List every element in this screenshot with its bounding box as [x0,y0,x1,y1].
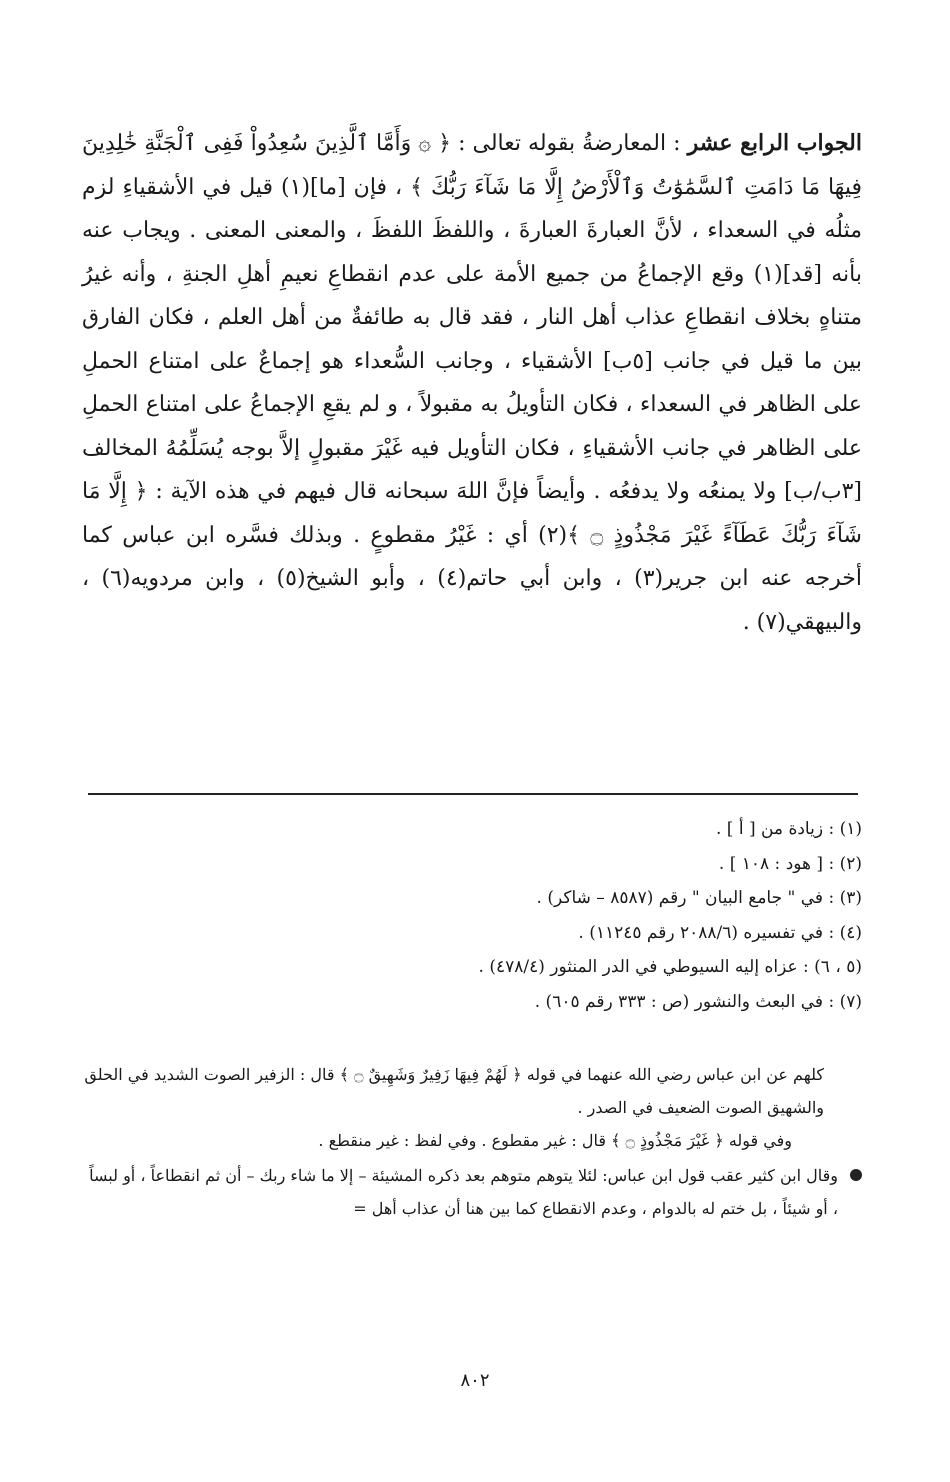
footnote-3: (٣) : في " جامع البيان " رقم (٨٥٨٧ – شاكر) . [536,888,862,908]
commentary-line-3: وقال ابن كثير عقب قول ابن عباس: لئلا يتوهم متوهم بعد ذكره المشيئة – إلا ما شاء ربك – أن ثم انقطاعاً ، أو لبساً ، أو شيئاً ، بل ختم له بالدوام ، وعدم الانقطاع كما بين هنا أن عذاب أهل = [89,1166,838,1218]
footnote-separator [88,793,858,795]
section-heading: الجواب الرابع عشر [687,130,862,156]
commentary-line-2: وفي قوله ﴿ غَيْرَ مَجْذُوذٍ ۝ ﴾ قال : غير مقطوع . وفي لفظ : غير منقطع . [318,1131,792,1150]
main-body: : المعارضةُ بقوله تعالى : ﴿ ۞ وَأَمَّا ٱلَّذِينَ سُعِدُواْ فَفِى ٱلْجَنَّةِ خَٰلِدِينَ فِيهَا مَا دَامَتِ ٱلسَّمَٰوَٰتُ وَٱلْأَرْضُ إِلَّا مَا شَآءَ رَبُّكَ ﴾ ، فإن [ما](١) قيل في الأشقياءِ لزم مثلُه في السعداء ، لأنَّ العبارةَ العبارةَ ، واللفظَ اللفظَ ، والمعنى المعنى . ويجاب عنه بأنه [قد](١) وقع الإجماعُ من جميع الأمة على عدم انقطاعِ نعيمِ أهلِ الجنةِ ، وأنه غيرُ متناهٍ بخلاف انقطاعِ عذاب أهل النار ، فقد قال به طائفةٌ من أهل العلم ، فكان الفارق بين ما قيل في جانب [٥ب] الأشقياء ، وجانب السُّعداء هو إجماعٌ على امتناع الحملِ على الظاهر في السعداء ، فكان التأويلُ به مقبولاً ، و لم يقعِ الإجماعُ على امتناع الحملِ على الظاهر في جانب الأشقياءِ ، فكان التأويل فيه غَيْرَ مقبولٍ إلاَّ بوجه يُسَلِّمُهُ المخالف [٣ب/ب] ولا يمنعُه ولا يدفعُه . وأيضاً فإنَّ اللهَ سبحانه قال فيهم في هذه الآية : ﴿ إِلَّا مَا شَآءَ رَبُّكَ عَطَآءً غَيْرَ مَجْذُوذٍ ۝ ﴾(٢) أي : غَيْرُ مقطوعٍ . وبذلك فسَّره ابن عباس كما أخرجه عنه ابن جرير(٣) ، وابن أبي حاتم(٤) ، وأبو الشيخ(٥) ، وابن مردويه(٦) ، والبيهقي(٧) . [82,131,862,635]
commentary-line-1: كلهم عن ابن عباس رضي الله عنهما في قوله ﴿ لَهُمْ فِيهَا زَفِيرٌ وَشَهِيقٌ ۝ ﴾ قال : الزفير الصوت الشديد في الحلق والشهيق الصوت الضعيف في الصدر . [84,1065,824,1117]
commentary-bullet-item [82,1159,862,1225]
footnote-2: (٢) : [ هود : ١٠٨ ] . [718,853,862,874]
footnote-4: (٤) : في تفسيره (٢٠٨٨/٦ رقم ١١٢٤٥) . [578,922,862,943]
commentary [82,1058,862,1225]
bullet-icon [850,1169,862,1181]
page-number: ٨٠٢ [460,1370,490,1391]
footnote-1: (١) : زيادة من [ أ ] . [715,819,862,839]
footnote-6: (٧) : في البعث والنشور (ص : ٣٣٣ رقم ٦٠٥) . [534,991,862,1012]
footnote-5: (٥ ، ٦) : عزاه إليه السيوطي في الدر المنثور (٤٧٨/٤) . [478,957,862,977]
main-text [82,122,862,644]
main-paragraph [82,122,862,644]
footnotes [82,812,862,1019]
